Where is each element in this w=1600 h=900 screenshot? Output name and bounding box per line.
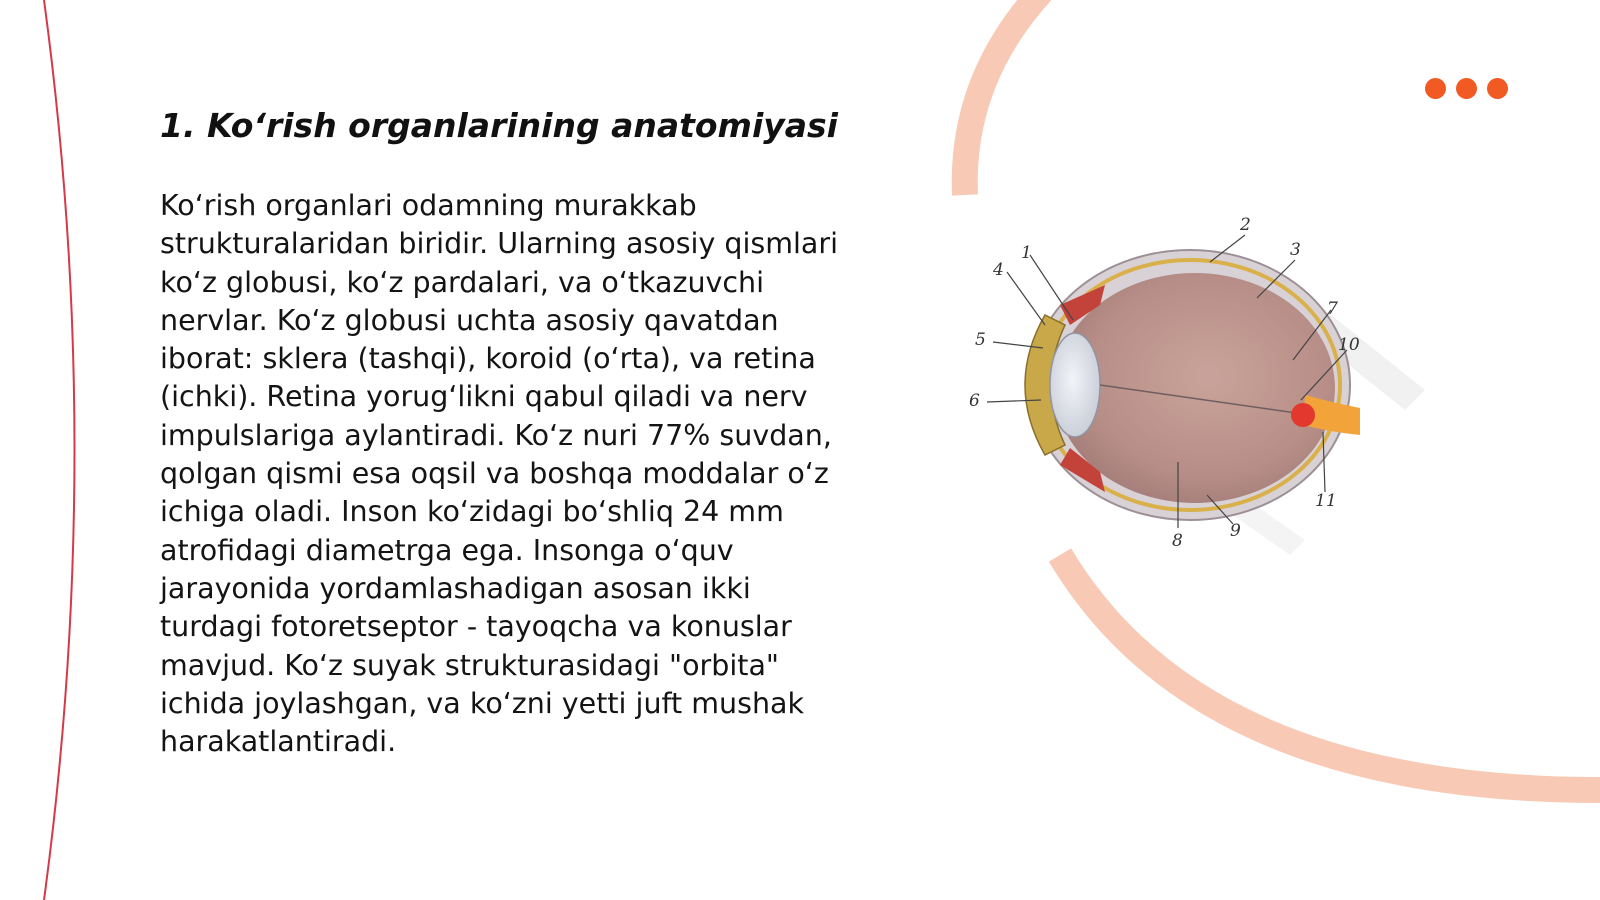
eye-label-10: 10 [1338, 335, 1360, 355]
slide-body-text: Ko‘rish organlari odamning murakkab strukturalaridan biridir. Ularning asosiy qismlari ko‘z globusi, ko‘z pardalari, va o‘tkazuvchi nervlar. Ko‘z globusi uchta asosiy qavatdan iborat: sklera (tashqi), koroid (o‘rta), va retina (ichki). Retina yorug‘likni qabul qiladi va nerv impulslariga aylantiradi. Ko‘z nuri 77% suvdan, qolgan qismi esa oqsil va boshqa moddalar o‘z ichiga oladi. Inson ko‘zidagi bo‘shliq 24 mm atrofidagi diametrga ega. Insonga o‘quv jarayonida yordamlashadigan asosan ikki turdagi fotoretseptor - tayoqcha va konuslar mavjud. Ko‘z suyak strukturasidagi "orbita" ichida joylashgan, va ko‘zni yetti juft mushak harakatlantiradi. [160, 189, 839, 759]
slide-title: 1. Ko‘rish organlarining anatomiyasi [160, 106, 838, 145]
eye-label-2: 2 [1240, 215, 1251, 235]
more-dots-icon[interactable] [1425, 78, 1515, 100]
dot-1 [1425, 78, 1446, 99]
optic-disc [1291, 403, 1315, 427]
eye-label-3: 3 [1290, 240, 1301, 260]
eye-label-1: 1 [1021, 243, 1032, 263]
eye-anatomy-figure [969, 210, 1455, 570]
dot-2 [1456, 78, 1477, 99]
left-curve-line [44, 0, 75, 900]
eye-cross-section-illustration [969, 210, 1455, 570]
eye-label-7: 7 [1327, 299, 1338, 319]
lens [1050, 333, 1100, 437]
eye-label-5: 5 [975, 330, 986, 350]
arc-segment-top [965, 0, 1043, 195]
dot-3 [1487, 78, 1508, 99]
eye-label-8: 8 [1172, 531, 1183, 551]
eye-label-6: 6 [969, 391, 980, 411]
eye-label-4: 4 [993, 260, 1004, 280]
eye-label-11: 11 [1315, 491, 1337, 511]
arc-segment-bottom [1060, 555, 1600, 790]
eye-label-9: 9 [1230, 521, 1241, 541]
